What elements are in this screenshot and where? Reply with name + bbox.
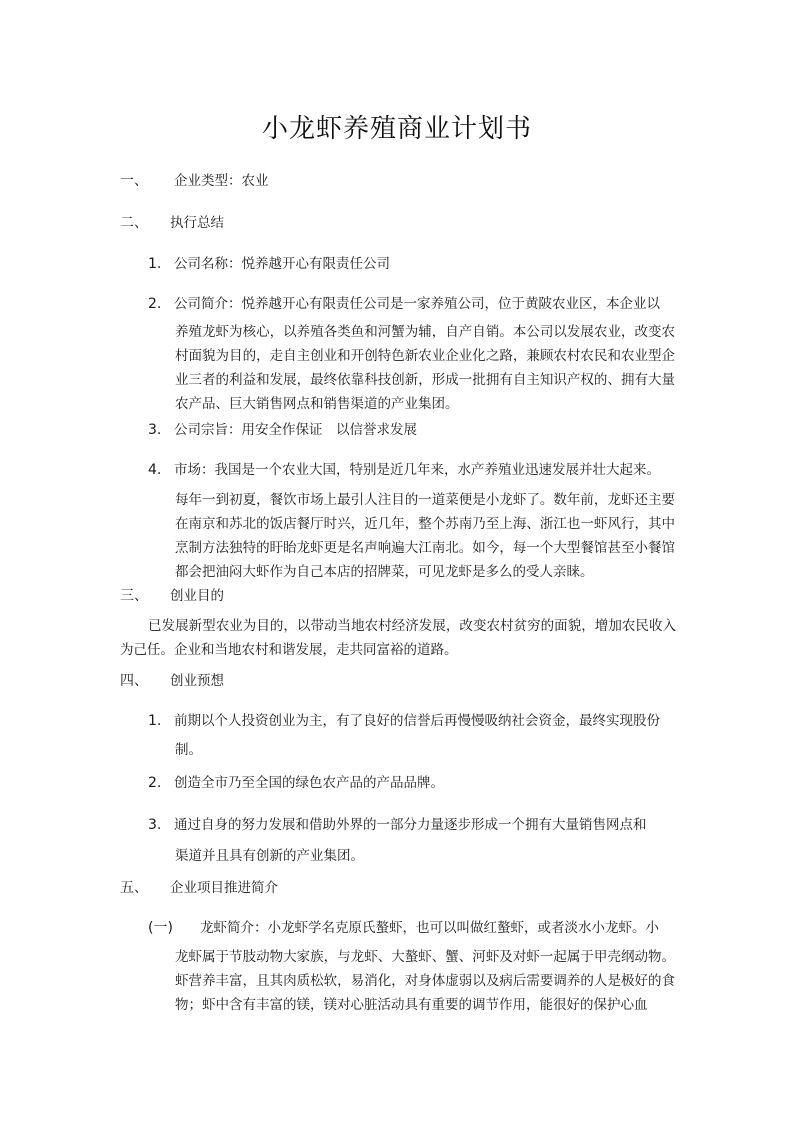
section-title: 企业项目推进简介 [170, 880, 278, 896]
item-number: 3. [148, 817, 162, 833]
list-item [148, 816, 647, 834]
item-number: 4. [148, 462, 162, 478]
section-number: 一、 [120, 173, 148, 189]
item-text: 公司简介：悦养越开心有限责任公司是一家养殖公司，位于黄陂农业区，本企业以 [174, 296, 660, 312]
section-5-heading [120, 879, 278, 897]
item-text: 前期以个人投资创业为主，有了良好的信誉后再慢慢吸纳社会资金，最终实现股份 [174, 713, 660, 729]
list-item [148, 421, 417, 439]
item-continuation: 渠道并且具有创新的产业集团。 [175, 848, 364, 864]
item-number: 2. [148, 775, 162, 791]
list-item [148, 255, 390, 273]
section-2-heading [120, 214, 224, 232]
section-number: 四、 [120, 673, 148, 689]
item-number: 3. [148, 422, 162, 438]
list-item [148, 774, 444, 792]
list-item [148, 712, 660, 730]
item-text: 龙虾简介：小龙虾学名克原氏螯虾，也可以叫做红螯虾，或者淡水小龙虾。小 [200, 920, 659, 936]
item-number: 2. [148, 296, 162, 312]
item-continuation: 龙虾属于节肢动物大家族，与龙虾、大螯虾、蟹、河虾及对虾一起属于甲壳纲动物。虾营养丰富，且其肉质松软，易消化，对身体虚弱以及病后需要调养的人是极好的食物；虾中含有丰富的镁，镁对心脏活动具有重要的调节作用，能很好的保护心血 [175, 949, 675, 1013]
section-title: 企业类型：农业 [174, 173, 269, 189]
item-text: 市场：我国是一个农业大国，特别是近几年来，水产养殖业迅速发展并壮大起来。 [174, 462, 660, 478]
item-number: 1. [148, 713, 162, 729]
section-1-heading [120, 172, 269, 190]
item-text: 创造全市乃至全国的绿色农产品的产品品牌。 [174, 775, 444, 791]
section-4-heading [120, 672, 224, 690]
subsection-item [148, 919, 659, 937]
list-item [148, 461, 660, 479]
section-paragraph: 已发展新型农业为目的，以带动当地农村经济发展，改变农村贫穷的面貌，增加农民收入为己任。企业和当地农村和谐发展，走共同富裕的道路。 [120, 618, 676, 658]
section-number: 三、 [120, 588, 148, 604]
section-title: 创业预想 [170, 673, 224, 689]
item-continuation: 养殖龙虾为核心，以养殖各类鱼和河蟹为辅，自产自销。本公司以发展农业，改变农村面貌为目的，走自主创业和开创特色新农业企业化之路，兼顾农村农民和农业型企业三者的利益和发展，最终依靠科技创新，形成一批拥有自主知识产权的、拥有大量农产品、巨大销售网点和销售渠道的产业集团。 [175, 324, 675, 412]
section-title: 执行总结 [170, 215, 224, 231]
section-3-heading [120, 587, 224, 605]
page-title: 小龙虾养殖商业计划书 [261, 114, 532, 144]
item-number: 1. [148, 256, 162, 272]
item-continuation: 制。 [175, 742, 202, 758]
section-number: 二、 [120, 215, 148, 231]
section-title: 创业目的 [170, 588, 224, 604]
item-text: 通过自身的努力发展和借助外界的一部分力量逐步形成一个拥有大量销售网点和 [174, 817, 647, 833]
item-continuation: 每年一到初夏，餐饮市场上最引人注目的一道菜便是小龙虾了。数年前，龙虾还主要在南京和苏北的饭店餐厅时兴，近几年，整个苏南乃至上海、浙江也一虾风行，其中烹制方法独特的盱眙龙虾更是名声响遍大江南北。如今，每一个大型餐馆甚至小餐馆都会把油闷大虾作为自己本店的招牌菜，可见龙虾是多么的受人亲睐。 [175, 492, 675, 580]
item-number: (一) [148, 920, 173, 936]
list-item [148, 295, 660, 313]
section-number: 五、 [120, 880, 148, 896]
item-text: 公司宗旨：用安全作保证 以信誉求发展 [174, 422, 417, 438]
item-text: 公司名称：悦养越开心有限责任公司 [174, 256, 390, 272]
